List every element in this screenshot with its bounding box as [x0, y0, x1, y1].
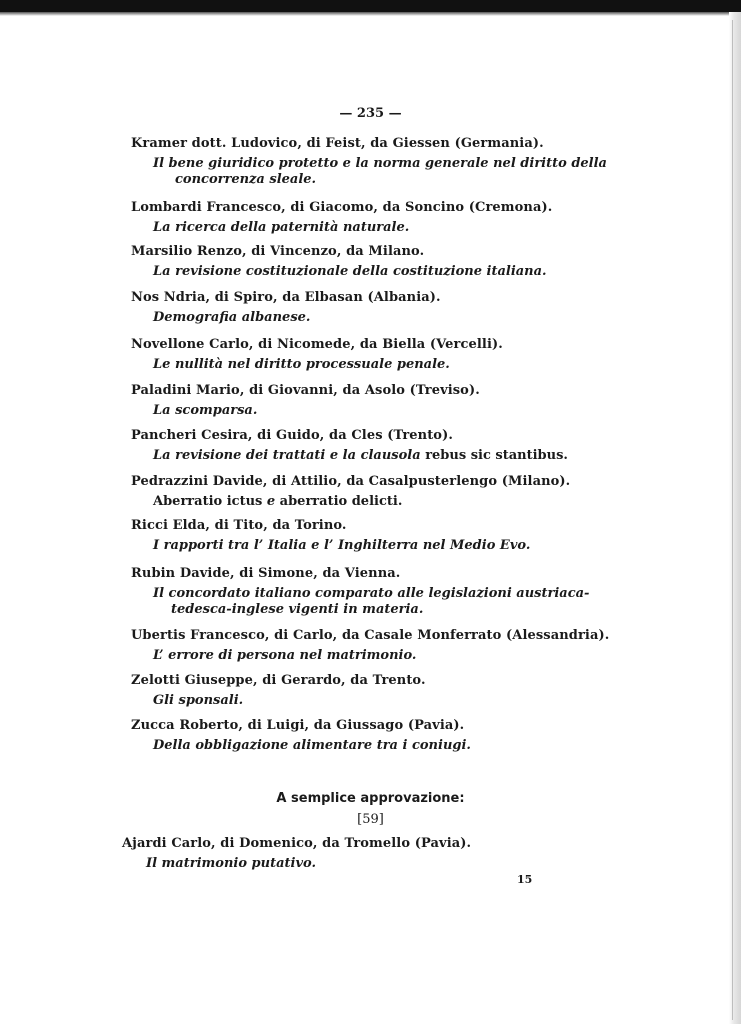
graduate-name: Lombardi Francesco, di Giacomo, da Soncino (Cremona). — [131, 200, 553, 215]
thesis-title-segment: Il bene giuridico protetto e la norma generale nel diritto della — [153, 156, 607, 171]
graduate-name: Ajardi Carlo, di Domenico, da Tromello (Pavia). — [122, 836, 472, 851]
scan-binding-line — [732, 20, 733, 1020]
thesis-title-segment: La revisione dei trattati e la clausola — [153, 448, 426, 463]
thesis-title-segment: La revisione costituzionale della costituzione italiana. — [153, 264, 547, 279]
graduate-name: Pedrazzini Davide, di Attilio, da Casalpusterlengo (Milano). — [131, 474, 571, 489]
graduate-name: Ubertis Francesco, di Carlo, da Casale Monferrato (Alessandria). — [131, 628, 610, 643]
graduate-name: Ricci Elda, di Tito, da Torino. — [131, 518, 347, 533]
thesis-title-segment: Aberratio ictus — [153, 494, 267, 509]
thesis-title-segment: e — [266, 494, 280, 509]
thesis-title-line — [153, 494, 402, 509]
scan-right-edge — [729, 12, 741, 1024]
thesis-title-segment: Gli sponsali. — [153, 693, 244, 708]
thesis-title-segment: I rapporti tra l’ Italia e l’ Inghilterra nel Medio Evo. — [153, 538, 531, 553]
thesis-title-line — [153, 220, 409, 235]
thesis-title-segment: rebus sic stantibus. — [425, 448, 568, 463]
scan-top-border — [0, 0, 741, 12]
graduate-name: Rubin Davide, di Simone, da Vienna. — [131, 566, 401, 581]
thesis-title-segment: aberratio delicti. — [279, 494, 403, 509]
thesis-title-segment: Il matrimonio putativo. — [146, 856, 316, 871]
thesis-title-segment: Le nullità nel diritto processuale penale. — [153, 357, 450, 372]
graduate-name: Novellone Carlo, di Nicomede, da Biella (Vercelli). — [131, 337, 503, 352]
thesis-title-line — [153, 264, 547, 279]
thesis-title-line — [153, 310, 310, 325]
section-heading: A semplice approvazione: — [276, 791, 465, 806]
thesis-title-line — [153, 156, 607, 171]
graduate-name: Nos Ndria, di Spiro, da Elbasan (Albania). — [131, 290, 441, 305]
thesis-title-line — [153, 586, 589, 601]
graduate-name: Marsilio Renzo, di Vincenzo, da Milano. — [131, 244, 425, 259]
thesis-title-line — [171, 602, 423, 617]
thesis-title-line — [153, 403, 257, 418]
thesis-title-segment: Demografia albanese. — [153, 310, 311, 325]
thesis-title-segment: Della obbligazione alimentare tra i coniugi. — [153, 738, 471, 753]
thesis-title-segment: Il concordato italiano comparato alle legislazioni austriaca- — [153, 586, 590, 601]
thesis-title-segment: L’ errore di persona nel matrimonio. — [153, 648, 417, 663]
graduate-name: Zucca Roberto, di Luigi, da Giussago (Pavia). — [131, 718, 465, 733]
signature-mark: 15 — [517, 873, 533, 886]
page-number: — 235 — — [339, 106, 402, 121]
graduate-name: Kramer dott. Ludovico, di Feist, da Giessen (Germania). — [131, 136, 544, 151]
graduate-name: Zelotti Giuseppe, di Gerardo, da Trento. — [131, 673, 426, 688]
thesis-title-line — [153, 538, 530, 553]
thesis-title-line — [153, 693, 243, 708]
thesis-title-segment: La ricerca della paternità naturale. — [153, 220, 410, 235]
thesis-title-segment: La scomparsa. — [153, 403, 258, 418]
scan-top-shadow — [0, 12, 741, 16]
section-count: [59] — [357, 812, 384, 827]
thesis-title-line — [146, 856, 316, 871]
thesis-title-line — [153, 738, 471, 753]
graduate-name: Pancheri Cesira, di Guido, da Cles (Trento). — [131, 428, 453, 443]
thesis-title-segment: concorrenza sleale. — [175, 172, 317, 187]
thesis-title-line — [153, 357, 450, 372]
thesis-title-segment: tedesca-inglese vigenti in materia. — [171, 602, 424, 617]
graduate-name: Paladini Mario, di Giovanni, da Asolo (Treviso). — [131, 383, 480, 398]
thesis-title-line — [153, 448, 568, 463]
thesis-title-line — [153, 648, 416, 663]
thesis-title-line — [175, 172, 316, 187]
